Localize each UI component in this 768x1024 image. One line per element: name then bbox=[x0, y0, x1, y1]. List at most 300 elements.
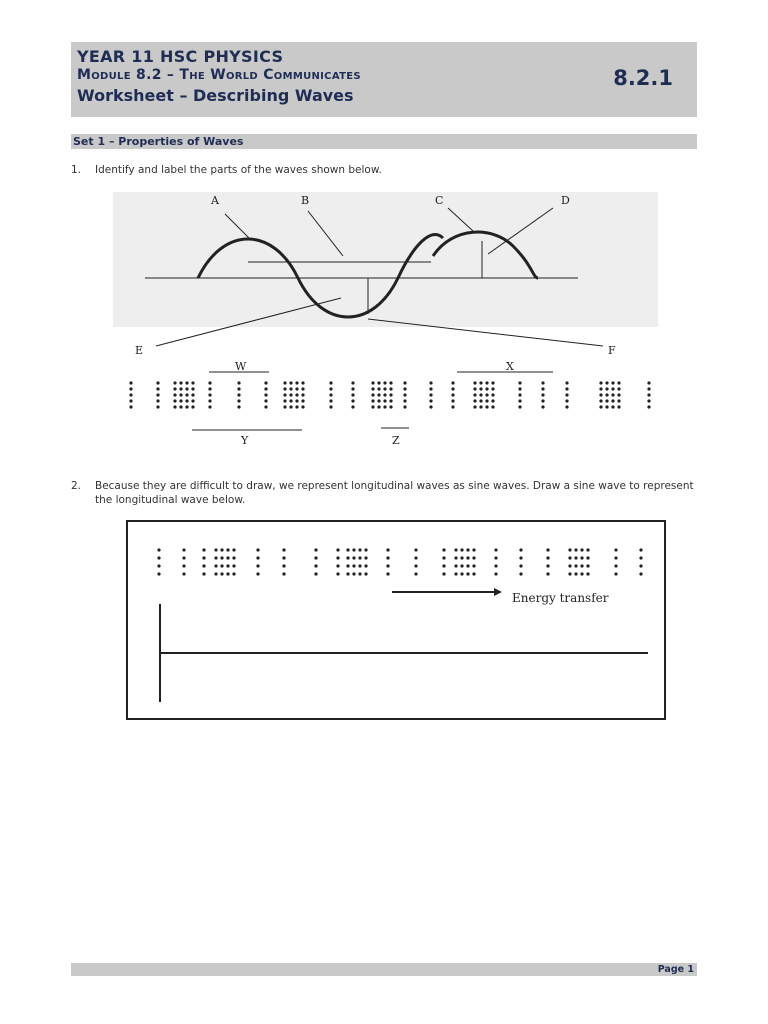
particle-dot bbox=[599, 393, 602, 396]
question-2-text-line1: Because they are difficult to draw, we represent longitudinal waves as sine waves. Draw a sine wave to represent bbox=[95, 480, 694, 492]
label-w: W bbox=[235, 360, 247, 373]
particle-dot bbox=[377, 381, 380, 384]
question-1-text: Identify and label the parts of the waves shown below. bbox=[95, 164, 382, 176]
particle-dot bbox=[226, 556, 229, 559]
particle-dot bbox=[182, 556, 185, 559]
particle-dot bbox=[518, 399, 521, 402]
particle-dot bbox=[429, 393, 432, 396]
particle-dot bbox=[442, 572, 445, 575]
particle-dot bbox=[351, 381, 354, 384]
particle-dot bbox=[429, 399, 432, 402]
particle-dot bbox=[473, 399, 476, 402]
particle-dot bbox=[295, 393, 298, 396]
particle-dot bbox=[371, 393, 374, 396]
particle-dot bbox=[614, 572, 617, 575]
particle-dot bbox=[473, 387, 476, 390]
particle-dot bbox=[586, 548, 589, 551]
particle-dot bbox=[256, 572, 259, 575]
particle-dot bbox=[494, 564, 497, 567]
particle-dot bbox=[389, 393, 392, 396]
question-1 bbox=[71, 163, 697, 177]
particle-dot bbox=[156, 381, 159, 384]
particle-dot bbox=[336, 556, 339, 559]
particle-dot bbox=[460, 572, 463, 575]
particle-dot bbox=[565, 393, 568, 396]
particle-dot bbox=[519, 548, 522, 551]
particle-dot bbox=[466, 556, 469, 559]
particle-dot bbox=[541, 399, 544, 402]
particle-dot bbox=[179, 387, 182, 390]
particle-dot bbox=[182, 564, 185, 567]
particle-dot bbox=[485, 393, 488, 396]
diagram-background bbox=[113, 192, 658, 327]
particle-dot bbox=[264, 399, 267, 402]
particle-dot bbox=[358, 572, 361, 575]
particle-dot bbox=[232, 548, 235, 551]
particle-dot bbox=[237, 387, 240, 390]
particle-dot bbox=[336, 564, 339, 567]
particle-dot bbox=[414, 572, 417, 575]
particle-dot bbox=[639, 548, 642, 551]
particle-dot bbox=[156, 393, 159, 396]
particle-dot bbox=[264, 381, 267, 384]
particle-dot bbox=[611, 381, 614, 384]
particle-dot bbox=[639, 556, 642, 559]
particle-dot bbox=[451, 399, 454, 402]
footer-bar bbox=[71, 963, 697, 976]
particle-dot bbox=[371, 381, 374, 384]
particle-dot bbox=[301, 381, 304, 384]
particle-dot bbox=[237, 381, 240, 384]
particle-dot bbox=[617, 381, 620, 384]
particle-dot bbox=[541, 393, 544, 396]
section-title: Set 1 – Properties of Waves bbox=[73, 135, 244, 148]
wave-diagram bbox=[113, 186, 658, 461]
particle-dot bbox=[614, 564, 617, 567]
particle-dot bbox=[289, 405, 292, 408]
particle-dot bbox=[451, 405, 454, 408]
particle-dot bbox=[301, 393, 304, 396]
particle-dot bbox=[460, 548, 463, 551]
particle-dot bbox=[389, 399, 392, 402]
particle-dot bbox=[173, 381, 176, 384]
particle-dot bbox=[371, 387, 374, 390]
particle-dot bbox=[264, 405, 267, 408]
particle-dot bbox=[352, 556, 355, 559]
particle-dot bbox=[494, 572, 497, 575]
particle-dot bbox=[371, 405, 374, 408]
module-code: 8.2.1 bbox=[613, 66, 673, 90]
particle-dot bbox=[442, 548, 445, 551]
particle-dot bbox=[351, 387, 354, 390]
particle-dot bbox=[264, 387, 267, 390]
particle-dot bbox=[191, 387, 194, 390]
particle-dot bbox=[364, 548, 367, 551]
particle-dot bbox=[283, 393, 286, 396]
particle-dot bbox=[617, 399, 620, 402]
particle-dot bbox=[282, 564, 285, 567]
particle-dot bbox=[473, 393, 476, 396]
particle-dot bbox=[191, 381, 194, 384]
particle-dot bbox=[185, 405, 188, 408]
particle-dot bbox=[202, 556, 205, 559]
particle-dot bbox=[414, 564, 417, 567]
particle-dot bbox=[586, 572, 589, 575]
worksheet-title: Worksheet – Describing Waves bbox=[77, 86, 354, 105]
particle-dot bbox=[185, 381, 188, 384]
particle-dot bbox=[599, 399, 602, 402]
particle-dot bbox=[546, 564, 549, 567]
particle-dot bbox=[220, 548, 223, 551]
particle-dot bbox=[157, 564, 160, 567]
particle-dot bbox=[491, 393, 494, 396]
particle-dot bbox=[599, 381, 602, 384]
particle-dot bbox=[466, 564, 469, 567]
label-y: Y bbox=[241, 434, 249, 447]
particle-dot bbox=[617, 387, 620, 390]
course-title: YEAR 11 HSC PHYSICS bbox=[77, 47, 284, 66]
particle-dot bbox=[179, 393, 182, 396]
particle-dot bbox=[301, 387, 304, 390]
particle-dot bbox=[546, 572, 549, 575]
particle-dot bbox=[403, 399, 406, 402]
particle-dot bbox=[473, 405, 476, 408]
particle-dot bbox=[565, 405, 568, 408]
particle-dot bbox=[541, 405, 544, 408]
particle-dot bbox=[485, 399, 488, 402]
particle-dot bbox=[605, 387, 608, 390]
particle-dot bbox=[377, 399, 380, 402]
particle-dot bbox=[351, 405, 354, 408]
particle-dot bbox=[289, 381, 292, 384]
particle-dot bbox=[518, 381, 521, 384]
particle-dot bbox=[295, 405, 298, 408]
particle-dot bbox=[377, 405, 380, 408]
particle-dot bbox=[371, 399, 374, 402]
particle-dot bbox=[179, 405, 182, 408]
particle-dot bbox=[605, 381, 608, 384]
particle-dot bbox=[295, 399, 298, 402]
particle-dot bbox=[599, 405, 602, 408]
particle-dot bbox=[647, 405, 650, 408]
particle-dot bbox=[329, 393, 332, 396]
particle-dot bbox=[208, 387, 211, 390]
particle-dot bbox=[473, 381, 476, 384]
particle-dot bbox=[647, 393, 650, 396]
particle-dot bbox=[383, 387, 386, 390]
particle-dot bbox=[202, 572, 205, 575]
particle-dot bbox=[386, 564, 389, 567]
particle-dot bbox=[580, 556, 583, 559]
particle-dot bbox=[282, 556, 285, 559]
worksheet-header bbox=[71, 42, 697, 117]
particle-dot bbox=[232, 572, 235, 575]
particle-dot bbox=[429, 405, 432, 408]
particle-dot bbox=[541, 381, 544, 384]
particle-dot bbox=[129, 381, 132, 384]
particle-dot bbox=[208, 405, 211, 408]
particle-dot bbox=[466, 572, 469, 575]
particle-dot bbox=[383, 405, 386, 408]
particle-dot bbox=[301, 405, 304, 408]
particle-dot bbox=[403, 381, 406, 384]
label-a: A bbox=[211, 194, 219, 207]
particle-dot bbox=[364, 564, 367, 567]
particle-dot bbox=[389, 387, 392, 390]
particle-dot bbox=[383, 399, 386, 402]
particle-dot bbox=[617, 405, 620, 408]
particle-dot bbox=[574, 556, 577, 559]
particle-dot bbox=[472, 572, 475, 575]
particle-dot bbox=[491, 381, 494, 384]
particle-dot bbox=[336, 548, 339, 551]
particle-dot bbox=[389, 381, 392, 384]
particle-dot bbox=[377, 393, 380, 396]
particle-dot bbox=[479, 405, 482, 408]
particle-dot bbox=[386, 572, 389, 575]
particle-dot bbox=[179, 381, 182, 384]
particle-dot bbox=[389, 405, 392, 408]
particle-dot bbox=[351, 393, 354, 396]
particle-dot bbox=[202, 564, 205, 567]
label-d: D bbox=[561, 194, 570, 207]
section-bar bbox=[71, 134, 697, 149]
particle-dot bbox=[451, 381, 454, 384]
particle-dot bbox=[282, 572, 285, 575]
particle-dot bbox=[295, 387, 298, 390]
particle-dot bbox=[647, 399, 650, 402]
particle-dot bbox=[352, 572, 355, 575]
particle-dot bbox=[156, 399, 159, 402]
particle-dot bbox=[472, 556, 475, 559]
particle-dot bbox=[451, 387, 454, 390]
particle-dot bbox=[129, 405, 132, 408]
particle-dot bbox=[364, 572, 367, 575]
particle-dot bbox=[519, 564, 522, 567]
particle-dot bbox=[568, 564, 571, 567]
module-title: Module 8.2 – The World Communicates bbox=[77, 67, 361, 83]
particle-dot bbox=[220, 564, 223, 567]
particle-dot bbox=[289, 387, 292, 390]
particle-dot bbox=[214, 564, 217, 567]
particle-dot bbox=[546, 556, 549, 559]
particle-dot bbox=[226, 564, 229, 567]
particle-dot bbox=[185, 393, 188, 396]
particle-dot bbox=[491, 399, 494, 402]
particle-dot bbox=[129, 393, 132, 396]
particle-dot bbox=[485, 387, 488, 390]
label-b: B bbox=[301, 194, 310, 207]
particle-dot bbox=[479, 399, 482, 402]
particle-dot bbox=[329, 405, 332, 408]
particle-dot bbox=[157, 556, 160, 559]
particle-dot bbox=[614, 548, 617, 551]
particle-dot bbox=[639, 564, 642, 567]
particle-dot bbox=[605, 393, 608, 396]
particle-dot bbox=[208, 393, 211, 396]
particle-dot bbox=[226, 548, 229, 551]
particle-dot bbox=[454, 564, 457, 567]
particle-dot bbox=[574, 572, 577, 575]
particle-dot bbox=[580, 572, 583, 575]
particle-dot bbox=[614, 556, 617, 559]
label-z: Z bbox=[392, 434, 400, 447]
particle-dot bbox=[283, 387, 286, 390]
particle-dot bbox=[605, 405, 608, 408]
particle-dot bbox=[352, 564, 355, 567]
particle-dot bbox=[466, 548, 469, 551]
particle-dot bbox=[383, 393, 386, 396]
particle-dot bbox=[460, 556, 463, 559]
particle-dot bbox=[479, 393, 482, 396]
particle-dot bbox=[232, 564, 235, 567]
particle-dot bbox=[519, 556, 522, 559]
particle-dot bbox=[485, 381, 488, 384]
particle-dot bbox=[256, 556, 259, 559]
particle-dot bbox=[351, 399, 354, 402]
particle-dot bbox=[237, 399, 240, 402]
particle-dot bbox=[173, 405, 176, 408]
label-x: X bbox=[506, 360, 514, 373]
particle-dot bbox=[479, 387, 482, 390]
particle-dot bbox=[429, 381, 432, 384]
particle-dot bbox=[352, 548, 355, 551]
particle-dot bbox=[185, 387, 188, 390]
question-1-number: 1. bbox=[71, 164, 82, 176]
particle-dot bbox=[454, 572, 457, 575]
particle-dot bbox=[568, 556, 571, 559]
particle-dot bbox=[580, 548, 583, 551]
particle-dot bbox=[429, 387, 432, 390]
particle-dot bbox=[518, 387, 521, 390]
particle-dot bbox=[451, 393, 454, 396]
particle-dot bbox=[329, 387, 332, 390]
particle-dot bbox=[454, 548, 457, 551]
particle-dot bbox=[617, 393, 620, 396]
particle-dot bbox=[264, 393, 267, 396]
particle-dot bbox=[586, 556, 589, 559]
particle-dot bbox=[565, 399, 568, 402]
particle-dot bbox=[358, 556, 361, 559]
particle-dot bbox=[314, 548, 317, 551]
particle-dot bbox=[403, 405, 406, 408]
particle-dot bbox=[329, 399, 332, 402]
particle-dot bbox=[314, 572, 317, 575]
particle-dot bbox=[454, 556, 457, 559]
particle-dot bbox=[191, 405, 194, 408]
particle-dot bbox=[403, 393, 406, 396]
particle-dot bbox=[647, 381, 650, 384]
particle-dot bbox=[289, 393, 292, 396]
particle-dot bbox=[358, 548, 361, 551]
particle-dot bbox=[383, 381, 386, 384]
particle-dot bbox=[565, 381, 568, 384]
particle-dot bbox=[565, 387, 568, 390]
energy-transfer-label: Energy transfer bbox=[512, 591, 609, 605]
particle-dot bbox=[580, 564, 583, 567]
question-2-text-line2: the longitudinal wave below. bbox=[95, 494, 246, 506]
label-c: C bbox=[435, 194, 444, 207]
particle-dot bbox=[283, 399, 286, 402]
particle-dot bbox=[173, 393, 176, 396]
particle-dot bbox=[518, 405, 521, 408]
particle-dot bbox=[182, 548, 185, 551]
particle-dot bbox=[442, 564, 445, 567]
particle-dot bbox=[237, 393, 240, 396]
particle-dot bbox=[346, 548, 349, 551]
particle-dot bbox=[283, 381, 286, 384]
particle-dot bbox=[546, 548, 549, 551]
particle-dot bbox=[611, 387, 614, 390]
particle-dot bbox=[403, 387, 406, 390]
longitudinal-wave-box bbox=[126, 520, 666, 730]
particle-dot bbox=[314, 556, 317, 559]
particle-dot bbox=[156, 405, 159, 408]
particle-dot bbox=[611, 399, 614, 402]
particle-dot bbox=[232, 556, 235, 559]
particle-dot bbox=[129, 387, 132, 390]
particle-dot bbox=[491, 387, 494, 390]
particle-dot bbox=[518, 393, 521, 396]
particle-dot bbox=[282, 548, 285, 551]
particle-dot bbox=[541, 387, 544, 390]
particle-dot bbox=[346, 556, 349, 559]
particle-dot bbox=[214, 572, 217, 575]
particle-dot bbox=[346, 572, 349, 575]
particle-dot bbox=[358, 564, 361, 567]
particle-dot bbox=[237, 405, 240, 408]
label-f: F bbox=[608, 344, 616, 357]
particle-dot bbox=[214, 548, 217, 551]
particle-dot bbox=[329, 381, 332, 384]
particle-dot bbox=[346, 564, 349, 567]
particle-dot bbox=[220, 556, 223, 559]
particle-dot bbox=[639, 572, 642, 575]
particle-dot bbox=[599, 387, 602, 390]
particle-dot bbox=[574, 548, 577, 551]
particle-dot bbox=[214, 556, 217, 559]
particle-dot bbox=[442, 556, 445, 559]
particle-dot bbox=[208, 399, 211, 402]
particle-dot bbox=[295, 381, 298, 384]
particle-dots-top bbox=[129, 381, 650, 408]
particle-dot bbox=[256, 564, 259, 567]
question-2-number: 2. bbox=[71, 480, 82, 492]
particle-dot bbox=[173, 399, 176, 402]
particle-dot bbox=[226, 572, 229, 575]
question-2 bbox=[71, 479, 697, 507]
particle-dot bbox=[494, 548, 497, 551]
particle-dot bbox=[386, 556, 389, 559]
particle-dot bbox=[479, 381, 482, 384]
particle-dot bbox=[191, 399, 194, 402]
particle-dot bbox=[460, 564, 463, 567]
particle-dot bbox=[611, 393, 614, 396]
particle-dot bbox=[129, 399, 132, 402]
particle-dot bbox=[301, 399, 304, 402]
particle-dot bbox=[314, 564, 317, 567]
particle-dot bbox=[414, 556, 417, 559]
particle-dot bbox=[605, 399, 608, 402]
particle-dot bbox=[336, 572, 339, 575]
answer-box bbox=[127, 521, 665, 719]
particle-dot bbox=[485, 405, 488, 408]
particle-dot bbox=[191, 393, 194, 396]
particle-dot bbox=[173, 387, 176, 390]
label-e: E bbox=[135, 344, 144, 357]
particle-dot bbox=[208, 381, 211, 384]
particle-dot bbox=[289, 399, 292, 402]
